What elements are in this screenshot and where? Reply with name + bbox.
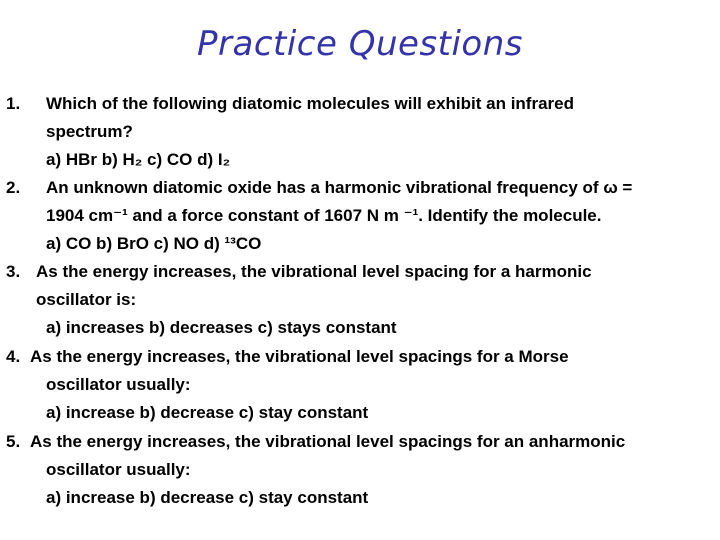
- question-4-line-1: As the energy increases, the vibrational level spacings for a Morse: [30, 347, 569, 366]
- question-2-line-2: 1904 cm⁻¹ and a force constant of 1607 N m ⁻¹. Identify the molecule.: [46, 206, 602, 225]
- question-number-3: 3.: [6, 262, 21, 281]
- question-1-options: a) HBr b) H₂ c) CO d) I₂: [46, 150, 231, 169]
- question-5-line-1: As the energy increases, the vibrational level spacings for an anharmonic: [30, 432, 626, 451]
- question-number-2: 2.: [6, 178, 21, 197]
- question-1-line-2: spectrum?: [46, 122, 133, 141]
- question-number-4: 4.: [6, 347, 21, 366]
- question-4-line-2: oscillator usually:: [46, 375, 191, 394]
- question-1-line-1: Which of the following diatomic molecules will exhibit an infrared: [46, 94, 574, 113]
- question-3-options: a) increases b) decreases c) stays constant: [46, 318, 397, 337]
- question-3-line-2: oscillator is:: [36, 290, 137, 309]
- question-2-line-1: An unknown diatomic oxide has a harmonic vibrational frequency of ω =: [46, 178, 633, 197]
- page-title: Practice Questions: [197, 24, 523, 64]
- question-2-options: a) CO b) BrO c) NO d) ¹³CO: [46, 234, 262, 253]
- question-3-line-1: As the energy increases, the vibrational level spacing for a harmonic: [36, 262, 592, 281]
- question-5-line-2: oscillator usually:: [46, 460, 191, 479]
- question-number-1: 1.: [6, 94, 21, 113]
- question-4-options: a) increase b) decrease c) stay constant: [46, 403, 369, 422]
- question-5-options: a) increase b) decrease c) stay constant: [46, 488, 369, 507]
- question-number-5: 5.: [6, 432, 21, 451]
